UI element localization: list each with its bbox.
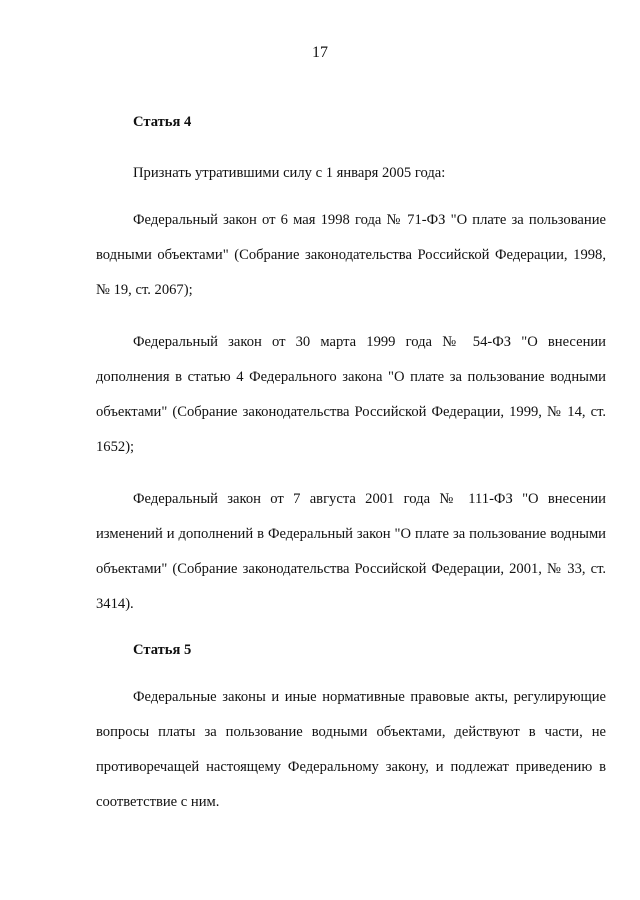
article-4-heading: Статья 4 [133,114,192,130]
article-5-text: Федеральные законы и иные нормативные правовые акты, регулирующие вопросы платы за пользование водными объектами, действуют в части, не противоречащей настоящему Федеральному закону, и подлежат приведению в соответствие с ним. [96,689,606,810]
page-number: 17 [312,44,328,61]
article-4-intro: Признать утратившими силу с 1 января 2005 года: [133,165,446,181]
article-5-heading: Статья 5 [133,642,192,658]
article-4-item-1: Федеральный закон от 6 мая 1998 года № 71-ФЗ "О плате за пользование водными объектами" (Собрание законодательства Российской Федерации, 1998, № 19, ст. 2067); [96,212,606,298]
article-4-item-2: Федеральный закон от 30 марта 1999 года № 54-ФЗ "О внесении дополнения в статью 4 Федерального закона "О плате за пользование водными объектами" (Собрание законодательства Российской Федерации, 1999, № 14, ст. 1652); [96,334,606,455]
document-body [96,108,606,820]
article-4-item-3: Федеральный закон от 7 августа 2001 года № 111-ФЗ "О внесении изменений и дополнений в Федеральный закон "О плате за пользование водными объектами" (Собрание законодательства Российской Федерации, 2001, № 33, ст. 3414). [96,491,606,612]
